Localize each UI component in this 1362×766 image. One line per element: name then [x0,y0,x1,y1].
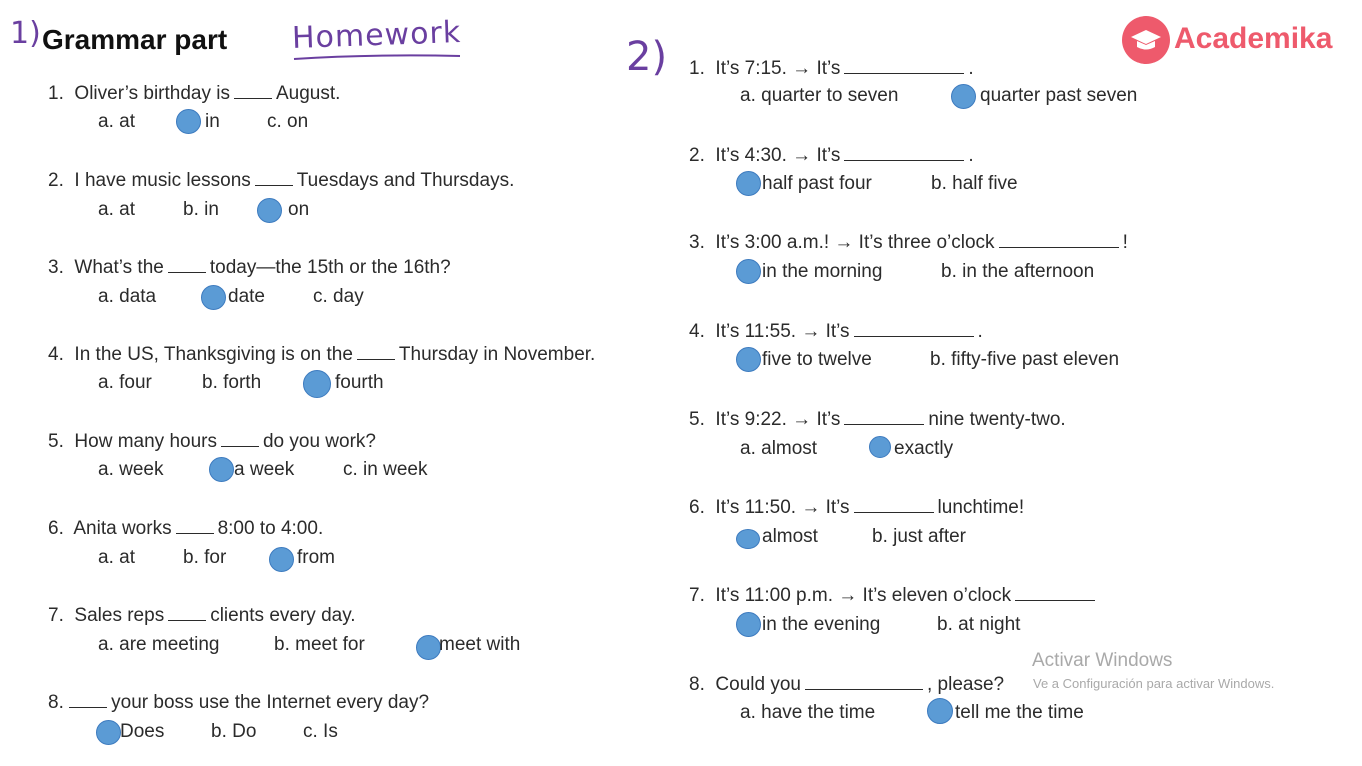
question-text: I have music lessons [74,170,251,191]
question-text: It’s 11:55. → It’s [715,321,850,342]
option-c: fourth [335,372,384,393]
question-text-end: ! [1122,232,1128,253]
right-question-8 [689,673,1004,696]
question-text: It’s 11:50. → It’s [715,497,850,518]
question-text-end: . [968,58,974,79]
answer-blank [69,691,107,708]
right-question-7 [689,584,1099,607]
option-a: a. at [98,111,135,132]
question-text: It’s 3:00 a.m.! → It’s three o’clock [715,232,995,253]
question-number: 2. [48,170,64,191]
answer-blank [844,57,964,74]
selected-answer-marker [736,529,760,549]
option-c: c. day [313,286,364,307]
question-number: 1. [48,83,64,104]
selected-answer-marker [927,698,953,724]
option-b: b. half five [931,173,1018,194]
answer-blank [999,231,1119,248]
selected-answer-marker [736,347,761,372]
page-title: Grammar part [42,24,228,55]
question-text-end: , please? [926,674,1005,695]
question-text-end: 8:00 to 4:00. [217,518,324,539]
option-b: b. in [183,199,219,220]
question-number: 1. [689,58,705,79]
question-number: 4. [48,344,64,365]
question-text: In the US, Thanksgiving is on the [74,344,353,365]
option-a: Does [120,721,165,742]
answer-blank [176,517,214,534]
answer-blank [805,673,923,690]
question-text: Could you [715,674,801,695]
option-b: tell me the time [955,702,1084,723]
selected-answer-marker [96,720,121,745]
option-b: b. in the afternoon [941,261,1095,282]
question-text-end: August. [276,83,341,104]
selected-answer-marker [736,612,761,637]
left-question-5 [48,430,376,453]
question-text: Sales reps [74,605,165,626]
question-text-end: lunchtime! [937,497,1025,518]
option-b: a week [234,459,295,480]
left-question-2 [48,169,514,192]
homework-underline [292,50,464,66]
selected-answer-marker [201,285,226,310]
right-question-1 [689,57,974,80]
option-b: b. at night [937,614,1021,635]
option-b: exactly [894,438,954,459]
question-text-end: . [977,321,983,342]
question-text-end: clients every day. [210,605,356,626]
question-text: It’s 4:30. → It’s [715,145,841,166]
option-c: on [288,199,310,220]
selected-answer-marker [736,259,761,284]
question-number: 8. [48,692,64,713]
question-number: 6. [48,518,64,539]
answer-blank [357,343,395,360]
question-number: 5. [48,431,64,452]
option-a: a. at [98,199,135,220]
option-a: half past four [762,173,872,194]
question-text: Anita works [73,518,172,539]
option-c: from [297,547,335,568]
option-b: b. Do [211,721,257,742]
question-number: 8. [689,674,705,695]
answer-blank [168,256,206,273]
answer-blank [844,144,964,161]
question-text-end: your boss use the Internet every day? [111,692,430,713]
question-text: It’s 11:00 p.m. → It’s eleven o’clock [715,585,1012,606]
option-b: quarter past seven [980,85,1138,106]
left-question-3 [48,256,451,279]
option-b: b. meet for [274,634,365,655]
answer-blank [1015,584,1095,601]
question-text: What’s the [74,257,164,278]
right-question-4 [689,320,983,343]
question-text: How many hours [74,431,217,452]
selected-answer-marker [269,547,294,572]
selected-answer-marker [416,635,441,660]
question-text-end: . [968,145,974,166]
question-number: 7. [48,605,64,626]
answer-blank [168,604,206,621]
answer-blank [234,82,272,99]
question-number: 7. [689,585,705,606]
option-a: almost [762,526,818,547]
selected-answer-marker [736,171,761,196]
question-number: 5. [689,409,705,430]
question-number: 4. [689,321,705,342]
question-text: It’s 7:15. → It’s [715,58,841,79]
option-b: b. just after [872,526,966,547]
question-text: It’s 9:22. → It’s [715,409,841,430]
answer-blank [854,496,934,513]
question-text-end: nine twenty-two. [928,409,1066,430]
option-c: c. in week [343,459,428,480]
question-text: Oliver’s birthday is [74,83,230,104]
right-question-6 [689,496,1024,519]
selected-answer-marker [176,109,201,134]
option-b: date [228,286,265,307]
left-question-6 [48,517,323,540]
option-a: a. four [98,372,152,393]
section-number-1: 1) [10,16,41,51]
question-number: 6. [689,497,705,518]
question-text-end: today—the 15th or the 16th? [209,257,451,278]
question-text-end: Tuesdays and Thursdays. [296,170,515,191]
answer-blank [854,320,974,337]
option-a: a. almost [740,438,818,459]
option-a: five to twelve [762,349,872,370]
option-a: a. data [98,286,157,307]
option-c: c. Is [303,721,338,742]
selected-answer-marker [951,84,976,109]
logo-text: Academika [1174,22,1333,55]
answer-blank [221,430,259,447]
option-a: a. quarter to seven [740,85,899,106]
left-question-8 [48,691,429,714]
question-text-end: do you work? [262,431,376,452]
question-text-end: Thursday in November. [398,344,596,365]
right-question-5 [689,408,1066,431]
option-b: b. fifty-five past eleven [930,349,1120,370]
option-a: a. have the time [740,702,876,723]
option-c: meet with [439,634,521,655]
question-number: 3. [48,257,64,278]
right-question-2 [689,144,974,167]
option-b: b. for [183,547,227,568]
option-b: b. forth [202,372,262,393]
selected-answer-marker [257,198,282,223]
question-number: 2. [689,145,705,166]
section-number-2: 2) [626,34,668,80]
option-c: c. on [267,111,309,132]
graduation-cap-icon [1122,16,1170,64]
option-a: in the morning [762,261,883,282]
selected-answer-marker [869,436,891,458]
option-b: in [205,111,220,132]
option-a: a. at [98,547,135,568]
left-question-4 [48,343,595,366]
left-question-7 [48,604,356,627]
left-question-1 [48,82,340,105]
activate-windows-title: Activar Windows [1032,650,1173,671]
option-a: a. week [98,459,164,480]
answer-blank [844,408,924,425]
homework-handwriting: Homework [291,15,462,56]
question-number: 3. [689,232,705,253]
right-question-3 [689,231,1128,254]
option-a: a. are meeting [98,634,220,655]
answer-blank [255,169,293,186]
selected-answer-marker [303,370,331,398]
option-a: in the evening [762,614,881,635]
activate-windows-subtitle: Ve a Configuración para activar Windows. [1033,676,1275,691]
selected-answer-marker [209,457,234,482]
